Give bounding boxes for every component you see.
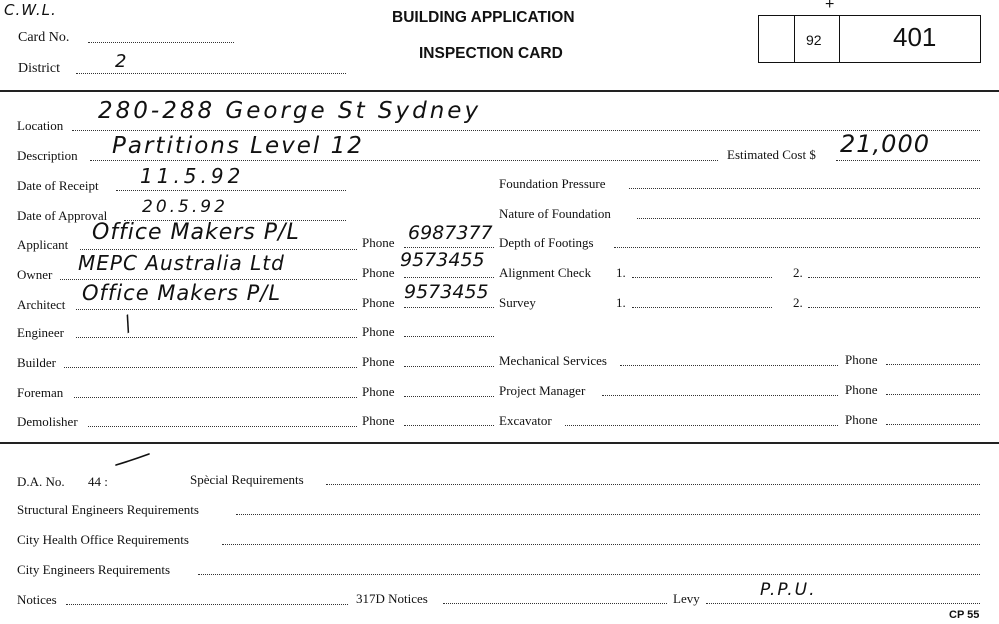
nature-foundation-label: Nature of Foundation xyxy=(499,206,611,221)
health-requirements-label: City Health Office Requirements xyxy=(17,532,189,547)
foreman-label: Foreman xyxy=(17,385,64,400)
city-engineers-requirements-line xyxy=(198,574,980,575)
depth-footings-label: Depth of Footings xyxy=(499,235,594,250)
date-receipt-value: 11.5.92 xyxy=(140,164,245,188)
survey-1-label: 1. xyxy=(616,295,626,310)
foundation-pressure-label: Foundation Pressure xyxy=(499,176,606,191)
box-divider-2 xyxy=(839,15,840,63)
card-no-label: Card No. xyxy=(18,30,70,45)
health-requirements-line xyxy=(222,544,980,545)
builder-phone-label: Phone xyxy=(362,354,395,369)
mechanical-label: Mechanical Services xyxy=(499,353,607,368)
city-engineers-requirements-label: City Engineers Requirements xyxy=(17,562,171,577)
district-line xyxy=(76,73,346,74)
architect-value: Office Makers P/L xyxy=(82,281,282,305)
levy-line xyxy=(706,603,980,604)
builder-label: Builder xyxy=(17,355,56,370)
form-title-line1: BUILDING APPLICATION xyxy=(392,9,575,26)
estimated-cost-line xyxy=(836,160,980,161)
structural-requirements-label: Structural Engineers Requirements xyxy=(17,502,199,517)
architect-label: Architect xyxy=(17,297,66,312)
project-manager-phone-line xyxy=(886,394,980,395)
alignment-check-label: Alignment Check xyxy=(499,265,592,280)
excavator-label: Excavator xyxy=(499,413,552,428)
card-no-line xyxy=(88,42,234,43)
description-label: Description xyxy=(17,148,78,163)
owner-value: MEPC Australia Ltd xyxy=(78,251,285,275)
foreman-phone-label: Phone xyxy=(362,384,395,399)
mechanical-phone-line xyxy=(886,364,980,365)
special-requirements-line xyxy=(326,484,980,485)
prefix-number: 92 xyxy=(806,32,822,48)
district-label: District xyxy=(18,61,60,76)
architect-phone-line xyxy=(404,307,494,308)
handwritten-tick-mark xyxy=(114,452,152,468)
box-divider-1 xyxy=(794,15,795,63)
alignment-1-line xyxy=(632,277,772,278)
alignment-1-label: 1. xyxy=(616,265,626,280)
estimated-cost-value: 21,000 xyxy=(840,130,930,158)
levy-value: P.P.U. xyxy=(760,580,817,600)
demolisher-phone-label: Phone xyxy=(362,413,395,428)
date-receipt-line xyxy=(116,190,346,191)
date-approval-value: 20.5.92 xyxy=(142,197,228,217)
applicant-line xyxy=(80,249,357,250)
description-value: Partitions Level 12 xyxy=(112,133,364,159)
notices-label: Notices xyxy=(17,592,57,607)
architect-line xyxy=(76,309,357,310)
applicant-phone-label: Phone xyxy=(362,235,395,250)
builder-phone-line xyxy=(404,366,494,367)
builder-line xyxy=(64,367,357,368)
project-manager-phone-label: Phone xyxy=(845,382,878,397)
survey-1-line xyxy=(632,307,772,308)
demolisher-phone-line xyxy=(404,425,494,426)
owner-phone-value: 9573455 xyxy=(400,249,485,271)
owner-phone-label: Phone xyxy=(362,265,395,280)
form-code: CP 55 xyxy=(949,609,980,621)
owner-line xyxy=(60,279,357,280)
engineer-label: Engineer xyxy=(17,325,64,340)
estimated-cost-label: Estimated Cost $ xyxy=(727,147,816,162)
header-rule xyxy=(0,90,999,92)
mechanical-phone-label: Phone xyxy=(845,352,878,367)
owner-phone-line xyxy=(404,277,494,278)
alignment-2-line xyxy=(808,277,980,278)
survey-2-label: 2. xyxy=(793,295,803,310)
structural-requirements-line xyxy=(236,514,980,515)
da-no-value: 44 : xyxy=(88,474,108,489)
nature-foundation-line xyxy=(637,218,980,219)
location-label: Location xyxy=(17,118,64,133)
foundation-pressure-line xyxy=(629,188,980,189)
da-no-label: D.A. No. xyxy=(17,474,65,489)
foreman-phone-line xyxy=(404,396,494,397)
survey-2-line xyxy=(808,307,980,308)
card-number-box xyxy=(758,15,981,63)
engineer-phone-label: Phone xyxy=(362,324,395,339)
district-value: 2 xyxy=(115,51,128,72)
owner-label: Owner xyxy=(17,267,53,282)
project-manager-line xyxy=(602,395,838,396)
applicant-phone-line xyxy=(404,247,494,248)
date-approval-label: Date of Approval xyxy=(17,208,108,223)
architect-phone-value: 9573455 xyxy=(404,281,489,303)
special-requirements-label: Spècial Requirements xyxy=(190,472,304,487)
foreman-line xyxy=(74,397,357,398)
architect-phone-label: Phone xyxy=(362,295,395,310)
description-line xyxy=(90,160,718,161)
excavator-phone-line xyxy=(886,424,980,425)
excavator-line xyxy=(565,425,838,426)
engineer-phone-line xyxy=(404,336,494,337)
mechanical-line xyxy=(620,365,838,366)
notices-317d-label: 317D Notices xyxy=(356,591,428,606)
excavator-phone-label: Phone xyxy=(845,412,878,427)
applicant-value: Office Makers P/L xyxy=(92,220,300,245)
survey-label: Survey xyxy=(499,295,536,310)
card-number: 401 xyxy=(893,22,937,52)
project-manager-label: Project Manager xyxy=(499,383,586,398)
levy-label: Levy xyxy=(673,591,700,606)
engineer-value: / xyxy=(118,310,138,336)
depth-footings-line xyxy=(614,247,980,248)
demolisher-line xyxy=(88,426,357,427)
location-value: 280-288 George St Sydney xyxy=(98,98,482,124)
handwritten-annotation: C.W.L. xyxy=(4,1,57,19)
plus-mark: + xyxy=(825,0,835,13)
demolisher-label: Demolisher xyxy=(17,414,78,429)
applicant-phone-value: 6987377 xyxy=(408,222,493,244)
form-title-line2: INSPECTION CARD xyxy=(419,45,563,62)
alignment-2-label: 2. xyxy=(793,265,803,280)
requirements-rule xyxy=(0,442,999,444)
notices-317d-line xyxy=(443,603,667,604)
engineer-line xyxy=(76,337,357,338)
date-receipt-label: Date of Receipt xyxy=(17,178,99,193)
notices-line xyxy=(66,604,348,605)
applicant-label: Applicant xyxy=(17,237,69,252)
